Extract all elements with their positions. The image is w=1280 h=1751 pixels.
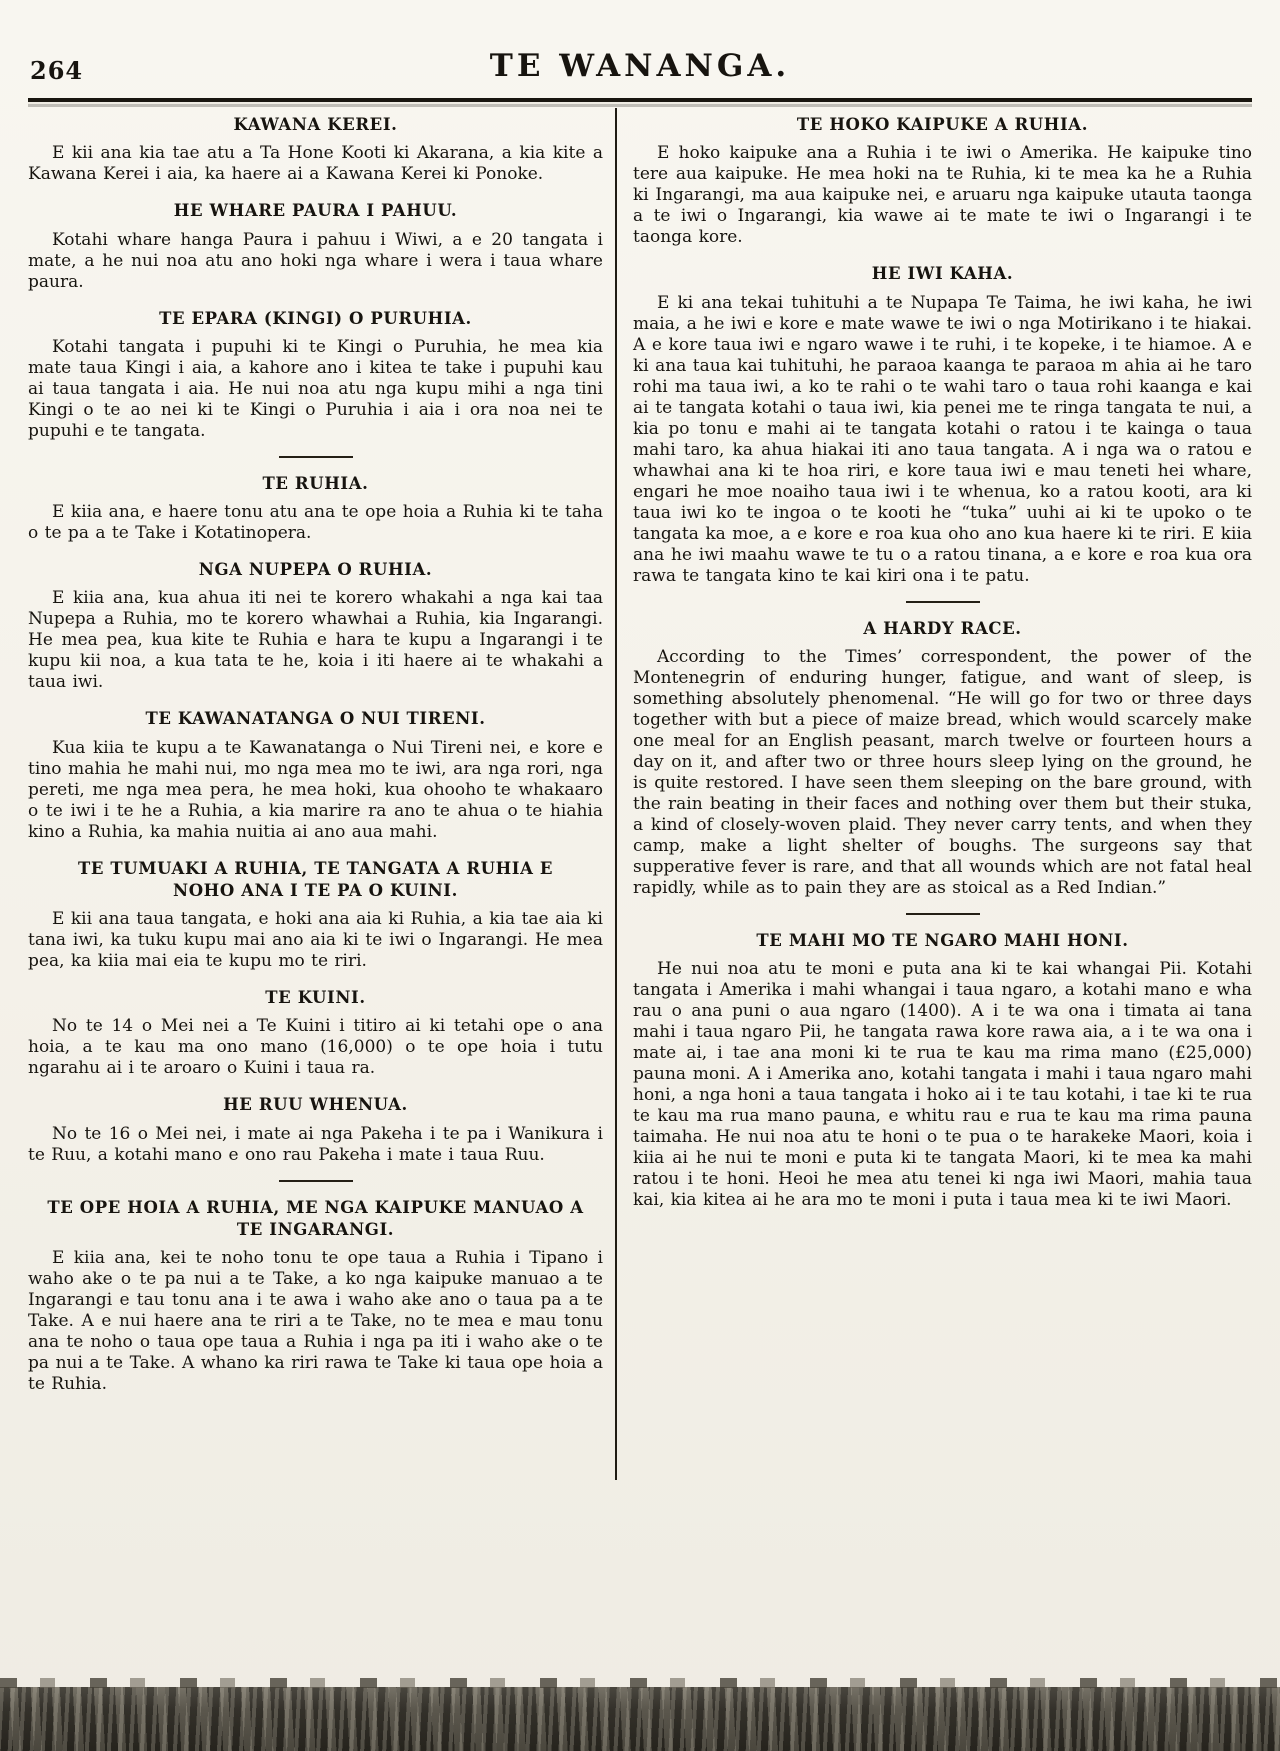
article-title: HE RUU WHENUA. [223, 1095, 408, 1115]
page-header [28, 46, 1252, 90]
article-body: E hoko kaipuke ana a Ruhia i te iwi o Amerika. He kaipuke tino tere aua kaipuke. He mea hoki na te Ruhia, ki te mea ka he a Ruhia ki Ingarangi, ma aua kaipuke nei, e aruaru nga kaipuke utauta taonga a te iwi o Ingarangi, kia wawe ai te mate te iwi o Ingarangi i te taonga kore. [633, 143, 1252, 248]
masthead-title: TE WANANGA. [489, 48, 791, 84]
article-body: E kiia ana, kua ahua iti nei te korero whakahi a nga kai taa Nupepa a Ruhia, mo te korero whawhai a Ruhia, kia Ingarangi. He mea pea, kua kite te Ruhia e hara te kupu a Ingarangi i te kupu kii noa, a kua tata te he, koia i iti haere ai te whakahi a taua iwi. [28, 588, 603, 693]
article-body: E kii ana kia tae atu a Ta Hone Kooti ki Akarana, a kia kite a Kawana Kerei i aia, ka haere ai a Kawana Kerei ki Ponoke. [28, 143, 603, 185]
article-body: E ki ana tekai tuhituhi a te Nupapa Te Taima, he iwi kaha, he iwi maia, a he iwi e kore e mate wawe te iwi o nga Motirikano i te hiakai. A e kore taua iwi e ngaro wawe i te ruhi, i te kopeke, i te hiamoe. A e ki ana taua kai tuhituhi, he paraoa kaanga te paraoa m ahia ai he taro rohi ma taua iwi, a ko te rahi o te wahi taro o taua rohi kaanga e kai ai te tangata kotahi o taua iwi, kia penei me te ringa tangata te nui, a kia po tonu e mahi ai te tangata kotahi o ratou i te kainga o taua mahi taro, ka ahua hiakai iti ano taua tangata. A i nga wa o ratou e whawhai ana ki te hoa riri, e kore taua iwi e mau teneti hei whare, engari he moe noaiho taua iwi i te whenua, ko a ratou kooti, ara ki taua iwi ko te ingoa o te kooti he “tuka” uuhi ai ki te upoko o te tangata ka moe, a e kore e roa kua oho ano kua haere ki te riri. E kiia ana he iwi maahu wawe te tu o a ratou tinana, a e kore e roa kua ora rawa te tangata kino te kai kiri ona i te patu. [633, 292, 1252, 586]
article-body: According to the Times’ correspondent, the power of the Montenegrin of enduring hunger, fatigue, and want of sleep, is something absolutely phenomenal. “He will go for two or three days together with but a piece of maize bread, which would scarcely make one meal for an English peasant, march twelve or fourteen hours a day on it, and after two or three hours sleep lying on the ground, he is quite restored. I have seen them sleeping on the bare ground, with the rain beating in their faces and nothing over them but their stuka, a kind of closely-woven plaid. They never carry tents, and when they camp, make a light shelter of boughs. The surgeons say that supperative fever is rare, and that all wounds which are not fatal heal rapidly, while as to pain they are as stoical as a Red Indian.” [633, 646, 1252, 898]
article-he-whare-paura [28, 200, 603, 292]
article-te-mahi-mo-te-ngaro [633, 930, 1252, 1211]
article-te-kuini [28, 987, 603, 1079]
article-te-kawanatanga [28, 708, 603, 842]
article-he-iwi-kaha [633, 263, 1252, 586]
article-divider-rule [279, 1180, 353, 1182]
article-te-hoko-kaipuke [633, 114, 1252, 248]
article-body: Kua kiia te kupu a te Kawanatanga o Nui Tireni nei, e kore e tino mahia he mahi nui, mo nga mea mo te iwi, ara nga rori, nga pereti, me nga mea pera, he mea hoki, kua ohooho te whakaaro o te iwi i te he a Ruhia, a kia marire ra ano te ahua o te hiahia kino a Ruhia, ka mahia nuitia ai ano aua mahi. [28, 737, 603, 842]
article-te-ruhia [28, 473, 603, 544]
article-divider-rule [906, 601, 980, 603]
article-title: NGA NUPEPA O RUHIA. [198, 560, 433, 580]
column-divider-rule [615, 108, 617, 1480]
article-body: Kotahi tangata i pupuhi ki te Kingi o Puruhia, he mea kia mate taua Kingi i aia, a kahore ano i kitea te take i pupuhi kau ai taua tangata i aia. He nui noa atu nga kupu mihi a nga tini Kingi o te ao nei ki te Kingi o Puruhia i aia i ora noa nei te pupuhi e te tangata. [28, 336, 603, 441]
article-te-tumuaki-a-ruhia [28, 858, 603, 973]
right-column [623, 108, 1252, 1480]
article-title: HE IWI KAHA. [871, 264, 1014, 284]
article-nga-nupepa-o-ruhia [28, 559, 603, 693]
page-bottom-scan-band [0, 1687, 1280, 1751]
article-title: TE MAHI MO TE NGARO MAHI HONI. [756, 930, 1129, 950]
article-te-ope-hoia-a-ruhia [28, 1197, 603, 1396]
columns [28, 108, 1252, 1480]
left-column [28, 108, 613, 1480]
article-title: TE HOKO KAIPUKE A RUHIA. [796, 115, 1089, 134]
article-title: A HARDY RACE. [863, 618, 1022, 638]
page-number: 264 [30, 56, 84, 85]
article-title: TE TUMUAKI A RUHIA, TE TANGATA A RUHIA E NOHO ANA I TE PA O KUINI. [77, 858, 554, 900]
article-title: HE WHARE PAURA I PAHUU. [173, 201, 458, 221]
article-body: E kiia ana, e haere tonu atu ana te ope hoia a Ruhia ki te taha o te pa a te Take i Kotatinopera. [28, 502, 603, 544]
article-te-epara-kingi [28, 308, 603, 442]
article-kawana-kerei [28, 114, 603, 185]
header-rule [28, 98, 1252, 104]
article-a-hardy-race [633, 618, 1252, 899]
article-title: TE KAWANATANGA O NUI TIRENI. [145, 709, 486, 729]
article-divider-rule [279, 456, 353, 458]
article-body: No te 14 o Mei nei a Te Kuini i titiro ai ki tetahi ope o ana hoia, a te kau ma ono mano (16,000) o te ope hoia i tutu ngarahu ai i te aroaro o Kuini i taua ra. [28, 1016, 603, 1079]
article-divider-rule [906, 913, 980, 915]
article-he-ruu-whenua [28, 1094, 603, 1165]
article-body: Kotahi whare hanga Paura i pahuu i Wiwi, a e 20 tangata i mate, a he nui noa atu ano hoki nga whare i wera i taua whare paura. [28, 229, 603, 292]
article-title: TE EPARA (KINGI) O PURUHIA. [159, 308, 472, 328]
article-body: He nui noa atu te moni e puta ana ki te kai whangai Pii. Kotahi tangata i Amerika i mahi whangai i taua ngaro, a kotahi mano e wha rau o ana puni o aua ngaro (1400). A i te wa ona i timata ai tana mahi i taua ngaro Pii, he tangata rawa kore rawa aia, a i te wa ona i mate ai, i tae ana moni ki te rua te kau ma rima mano (£25,000) pauna moni. A i Amerika ano, kotahi tangata i mahi i taua ngaro mahi honi, a nga honi a taua tangata i hoko ai i te tau kotahi, i tae ki te rua te kau ma rua mano pauna, e whitu rau e rua te kau ma rima pauna taimaha. He nui noa atu te honi o te pua o te harakeke Maori, koia i kiia ai he nui te moni e puta ki te tangata Maori, ki te mea ka mahi ratou i te honi. Heoi he mea atu tenei ki nga iwi Maori, mahia taua kai, kia kitea ai he ara mo te moni i puta i taua mea ki te iwi Maori. [633, 959, 1252, 1211]
article-title: TE KUINI. [265, 988, 366, 1008]
article-body: No te 16 o Mei nei, i mate ai nga Pakeha i te pa i Wanikura i te Ruu, a kotahi mano e ono rau Pakeha i mate i taua Ruu. [28, 1123, 603, 1165]
article-title: TE RUHIA. [262, 473, 369, 493]
article-body: E kiia ana, kei te noho tonu te ope taua a Ruhia i Tipano i waho ake o te pa nui a te Take, a ko nga kaipuke manuao a te Ingarangi e tau tonu ana i te awa i waho ake ano o taua pa a te Take. A e nui haere ana te riri a te Take, no te mea e mau tonu ana te noho o taua ope taua a Ruhia i nga pa iti i waho ake o te pa nui a te Take. A whano ka riri rawa te Take ki taua ope hoia a te Ruhia. [28, 1248, 603, 1395]
article-title: TE OPE HOIA A RUHIA, ME NGA KAIPUKE MANUAO A TE INGARANGI. [47, 1197, 584, 1239]
article-body: E kii ana taua tangata, e hoki ana aia ki Ruhia, a kia tae aia ki tana iwi, ka tuku kupu mai ano aia ki te iwi o Ingarangi. He mea pea, ka kiia mai eia te kupu mo te riri. [28, 909, 603, 972]
article-title: KAWANA KEREI. [233, 115, 398, 134]
